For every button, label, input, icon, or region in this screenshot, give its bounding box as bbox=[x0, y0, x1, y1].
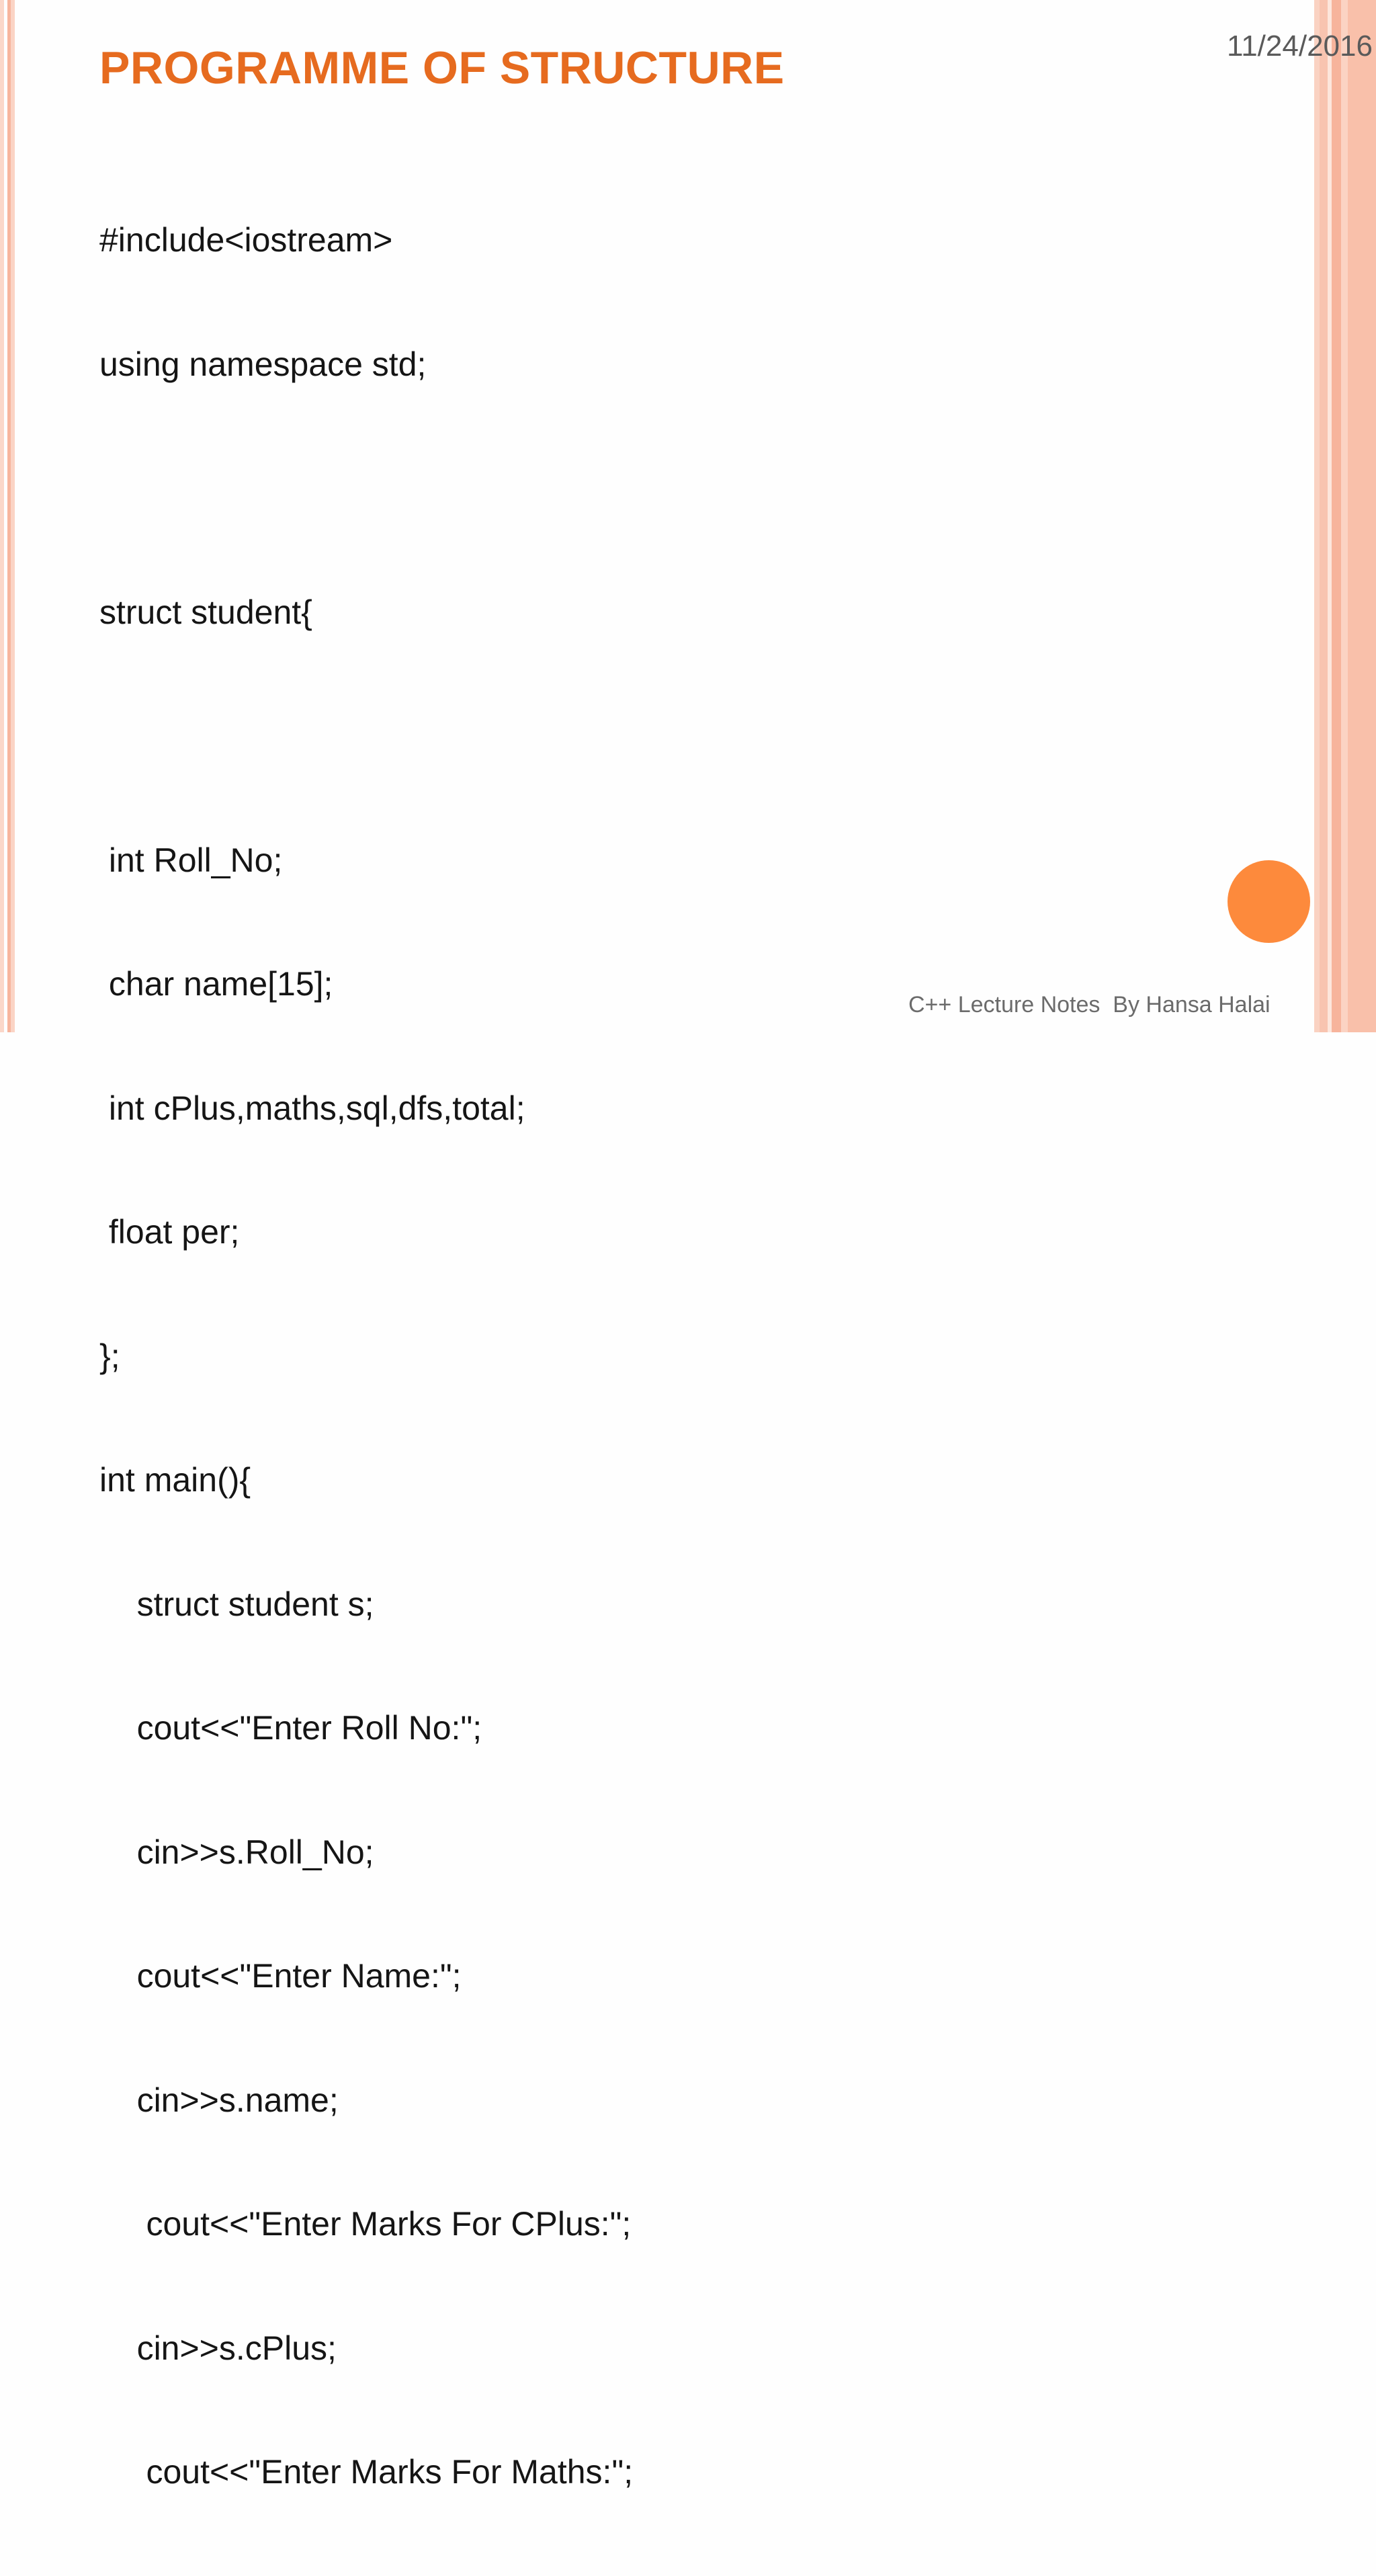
code-block bbox=[99, 137, 633, 2576]
code-line bbox=[99, 468, 633, 509]
code-line: }; bbox=[99, 1337, 120, 1375]
decorative-circle bbox=[1228, 860, 1310, 943]
code-line: cin>>s.name; bbox=[99, 2081, 339, 2119]
slide-date: 11/24/2016 bbox=[1227, 30, 1373, 63]
code-line: struct student s; bbox=[99, 1585, 374, 1623]
code-line: float per; bbox=[99, 1213, 240, 1251]
right-decorative-stripe bbox=[1348, 0, 1376, 1032]
code-line: cout<<"Enter Marks For CPlus:"; bbox=[99, 2205, 632, 2243]
code-line bbox=[99, 716, 633, 757]
left-decorative-stripe bbox=[11, 0, 15, 1032]
code-line: int Roll_No; bbox=[99, 841, 283, 879]
code-line: char name[15]; bbox=[99, 965, 333, 1003]
code-line: int main(){ bbox=[99, 1461, 251, 1499]
right-decorative-stripe bbox=[1320, 0, 1328, 1032]
code-line: cout<<"Enter Marks For Maths:"; bbox=[99, 2453, 634, 2491]
right-decorative-stripe bbox=[1341, 0, 1348, 1032]
code-line: cout<<"Enter Roll No:"; bbox=[99, 1709, 482, 1747]
code-line: cin>>s.cPlus; bbox=[99, 2329, 337, 2367]
slide-title: PROGRAMME OF STRUCTURE bbox=[99, 42, 785, 93]
code-line: int cPlus,maths,sql,dfs,total; bbox=[99, 1089, 525, 1127]
right-decorative-stripe bbox=[1332, 0, 1341, 1032]
right-decorative-stripe bbox=[1314, 0, 1320, 1032]
left-decorative-stripe bbox=[0, 0, 4, 1032]
code-line: cin>>s.Roll_No; bbox=[99, 1833, 374, 1871]
code-line: struct student{ bbox=[99, 593, 312, 631]
code-line: using namespace std; bbox=[99, 345, 427, 383]
code-line: cout<<"Enter Name:"; bbox=[99, 1957, 462, 1995]
code-line: #include<iostream> bbox=[99, 221, 393, 259]
slide-footer: C++ Lecture Notes By Hansa Halai bbox=[908, 992, 1271, 1017]
